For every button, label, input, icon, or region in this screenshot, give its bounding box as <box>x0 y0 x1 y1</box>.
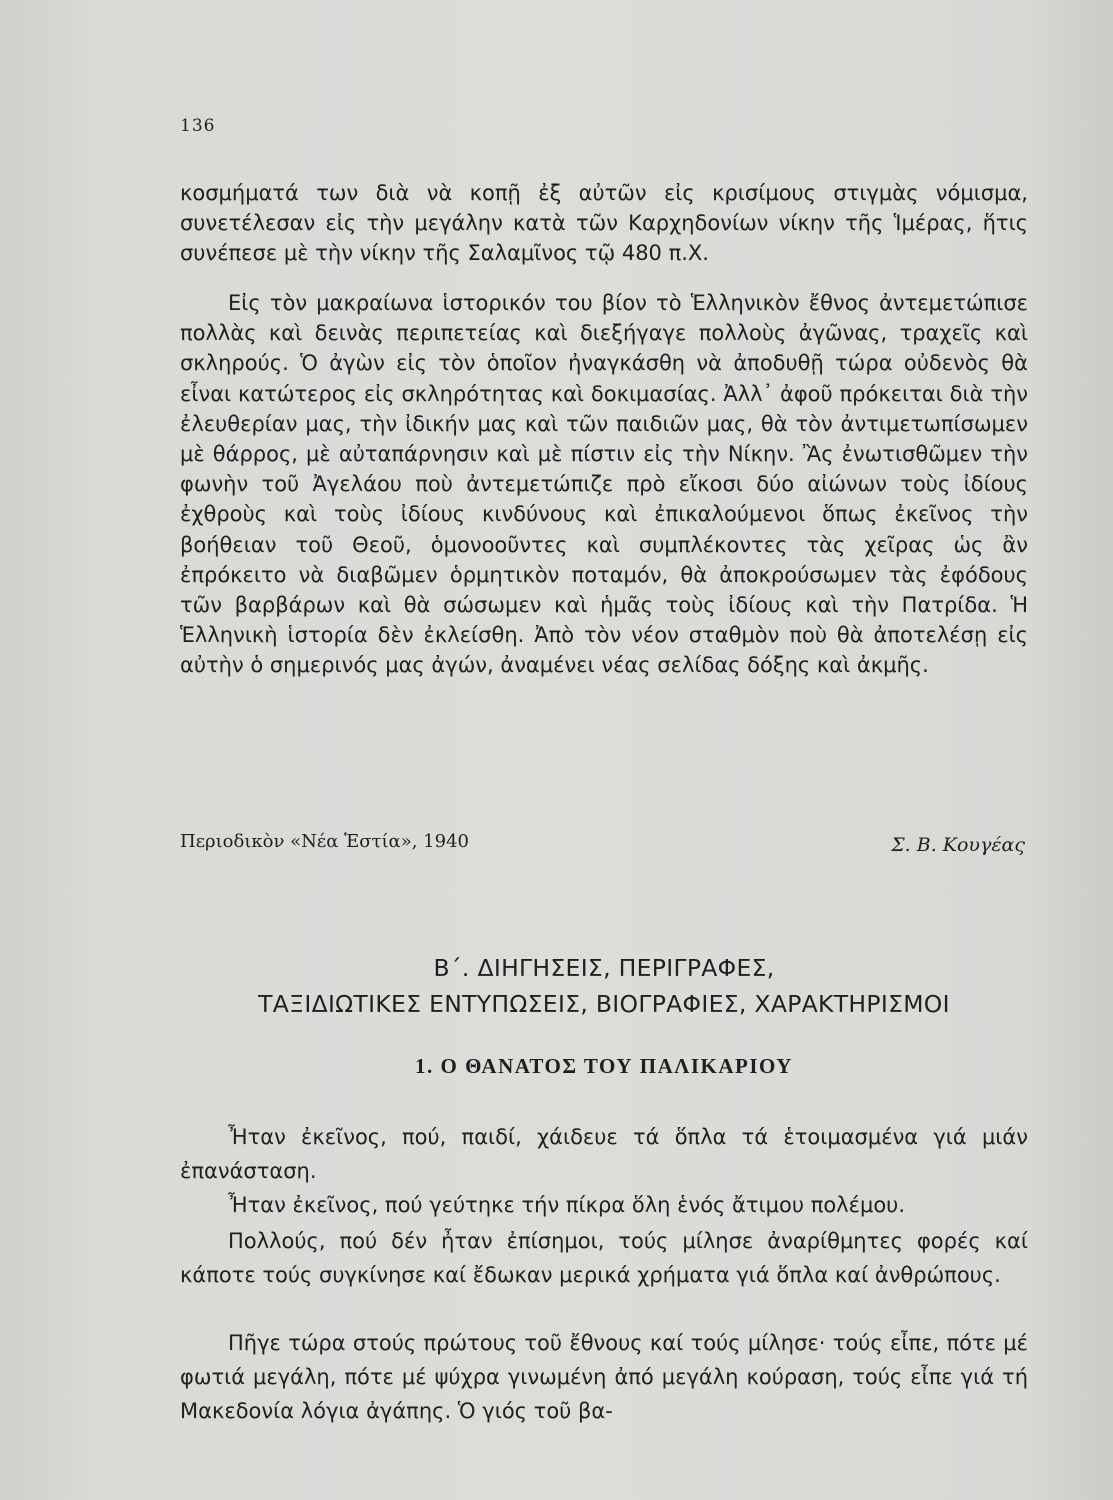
page-number: 136 <box>180 116 216 136</box>
attribution-author: Σ. Β. Κουγέας <box>891 834 1025 856</box>
chapter-title: 1. Ο ΘΑΝΑΤΟΣ ΤΟΥ ΠΑΛΙΚΑΡΙΟΥ <box>415 1054 793 1078</box>
paragraph-continuation: κοσμήματά των διὰ νὰ κοπῇ ἐξ αὐτῶν εἰς κρισίμους στιγμὰς νόμισμα, συνετέλεσαν εἰς τὴν μεγάλην κατὰ τῶν Καρχηδονίων νίκην τῆς Ἱμέρας, ἥτις συνέπεσε μὲ τὴν νίκην τῆς Σαλαμῖνος τῷ 480 π.Χ. <box>180 181 1028 266</box>
story-paragraph: Πῆγε τώρα στούς πρώτους τοῦ ἔθνους καί τούς μίλησε· τούς εἶπε, πότε μέ φωτιά μεγάλη, πότε μέ ψύχρα γινωμένη ἀπό μεγάλη κούραση, τούς εἶπε γιά τή Μακεδονία λόγια ἀγάπης. Ὁ γιός τοῦ βα- <box>180 1331 1028 1423</box>
section-heading <box>180 950 1028 1022</box>
section-heading-line-1: Β΄. ΔΙΗΓΗΣΕΙΣ, ΠΕΡΙΓΡΑΦΕΣ, <box>433 954 775 982</box>
section-heading-line-2: ΤΑΞΙΔΙΩΤΙΚΕΣ ΕΝΤΥΠΩΣΕΙΣ, ΒΙΟΓΡΑΦΙΕΣ, ΧΑΡΑΚΤΗΡΙΣΜΟΙ <box>258 990 950 1018</box>
paragraph-main: Εἰς τὸν μακραίωνα ἱστορικόν του βίον τὸ Ἑλληνικὸν ἔθνος ἀντεμετώπισε πολλὰς καὶ δεινὰς περιπετείας καὶ διεξήγαγε πολλοὺς ἀγῶνας, τραχεῖς καὶ σκληρούς. Ὁ ἀγὼν εἰς τὸν ὁποῖον ἠναγκάσθη νὰ ἀποδυθῇ τώρα οὐδενὸς θὰ εἶναι κατώτερος εἰς σκληρότητας καὶ δοκιμασίας. Ἀλλ᾽ ἀφοῦ πρόκειται διὰ τὴν ἐλευθερίαν μας, τὴν ἰδικήν μας καὶ τῶν παιδιῶν μας, θὰ τὸν ἀντιμετωπίσωμεν μὲ θάρρος, μὲ αὐταπάρνησιν καὶ μὲ πίστιν εἰς τὴν Νίκην. Ἂς ἐνωτισθῶμεν τὴν φωνὴν τοῦ Ἀγελάου ποὺ ἀντεμετώπιζε πρὸ εἴκοσι δύο αἰώνων τοὺς ἰδίους ἐχθροὺς καὶ τοὺς ἰδίους κινδύνους καὶ ἐπικαλούμενοι ὅπως ἐκεῖνος τὴν βοήθειαν τοῦ Θεοῦ, ὁμονοοῦντες καὶ συμπλέκοντες τὰς χεῖρας ὡς ἂν ἐπρόκειτο νὰ διαβῶμεν ὁρμητικὸν ποταμόν, θὰ ἀποκρούσωμεν τὰς ἐφόδους τῶν βαρβάρων καὶ θὰ σώσωμεν καὶ ἡμᾶς τοὺς ἰδίους καὶ τὴν Πατρίδα. Ἡ Ἑλληνικὴ ἱστορία δὲν ἐκλείσθη. Ἀπὸ τὸν νέον σταθμὸν ποὺ θὰ ἀποτελέσῃ εἰς αὐτὴν ὁ σημερινός μας ἀγών, ἀναμένει νέας σελίδας δόξης καὶ ἀκμῆς. <box>180 291 1028 678</box>
story-paragraph: Ἦταν ἐκεῖνος, πού, παιδί, χάιδευε τά ὅπλα τά ἑτοιμασμένα γιά μιάν ἐπανάσταση. <box>180 1125 1028 1183</box>
story-paragraph: Πολλούς, πού δέν ἦταν ἐπίσημοι, τούς μίλησε ἀναρίθμητες φορές καί κάποτε τούς συγκίνησε καί ἔδωκαν μερικά χρήματα γιά ὅπλα καί ἀνθρώπους. <box>180 1229 1028 1287</box>
attribution-source: Περιοδικὸν «Νέα Ἑστία», 1940 <box>180 831 469 852</box>
story-paragraph: Ἦταν ἐκεῖνος, πού γεύτηκε τήν πίκρα ὅλη ἑνός ἄτιμου πολέμου. <box>228 1193 905 1217</box>
